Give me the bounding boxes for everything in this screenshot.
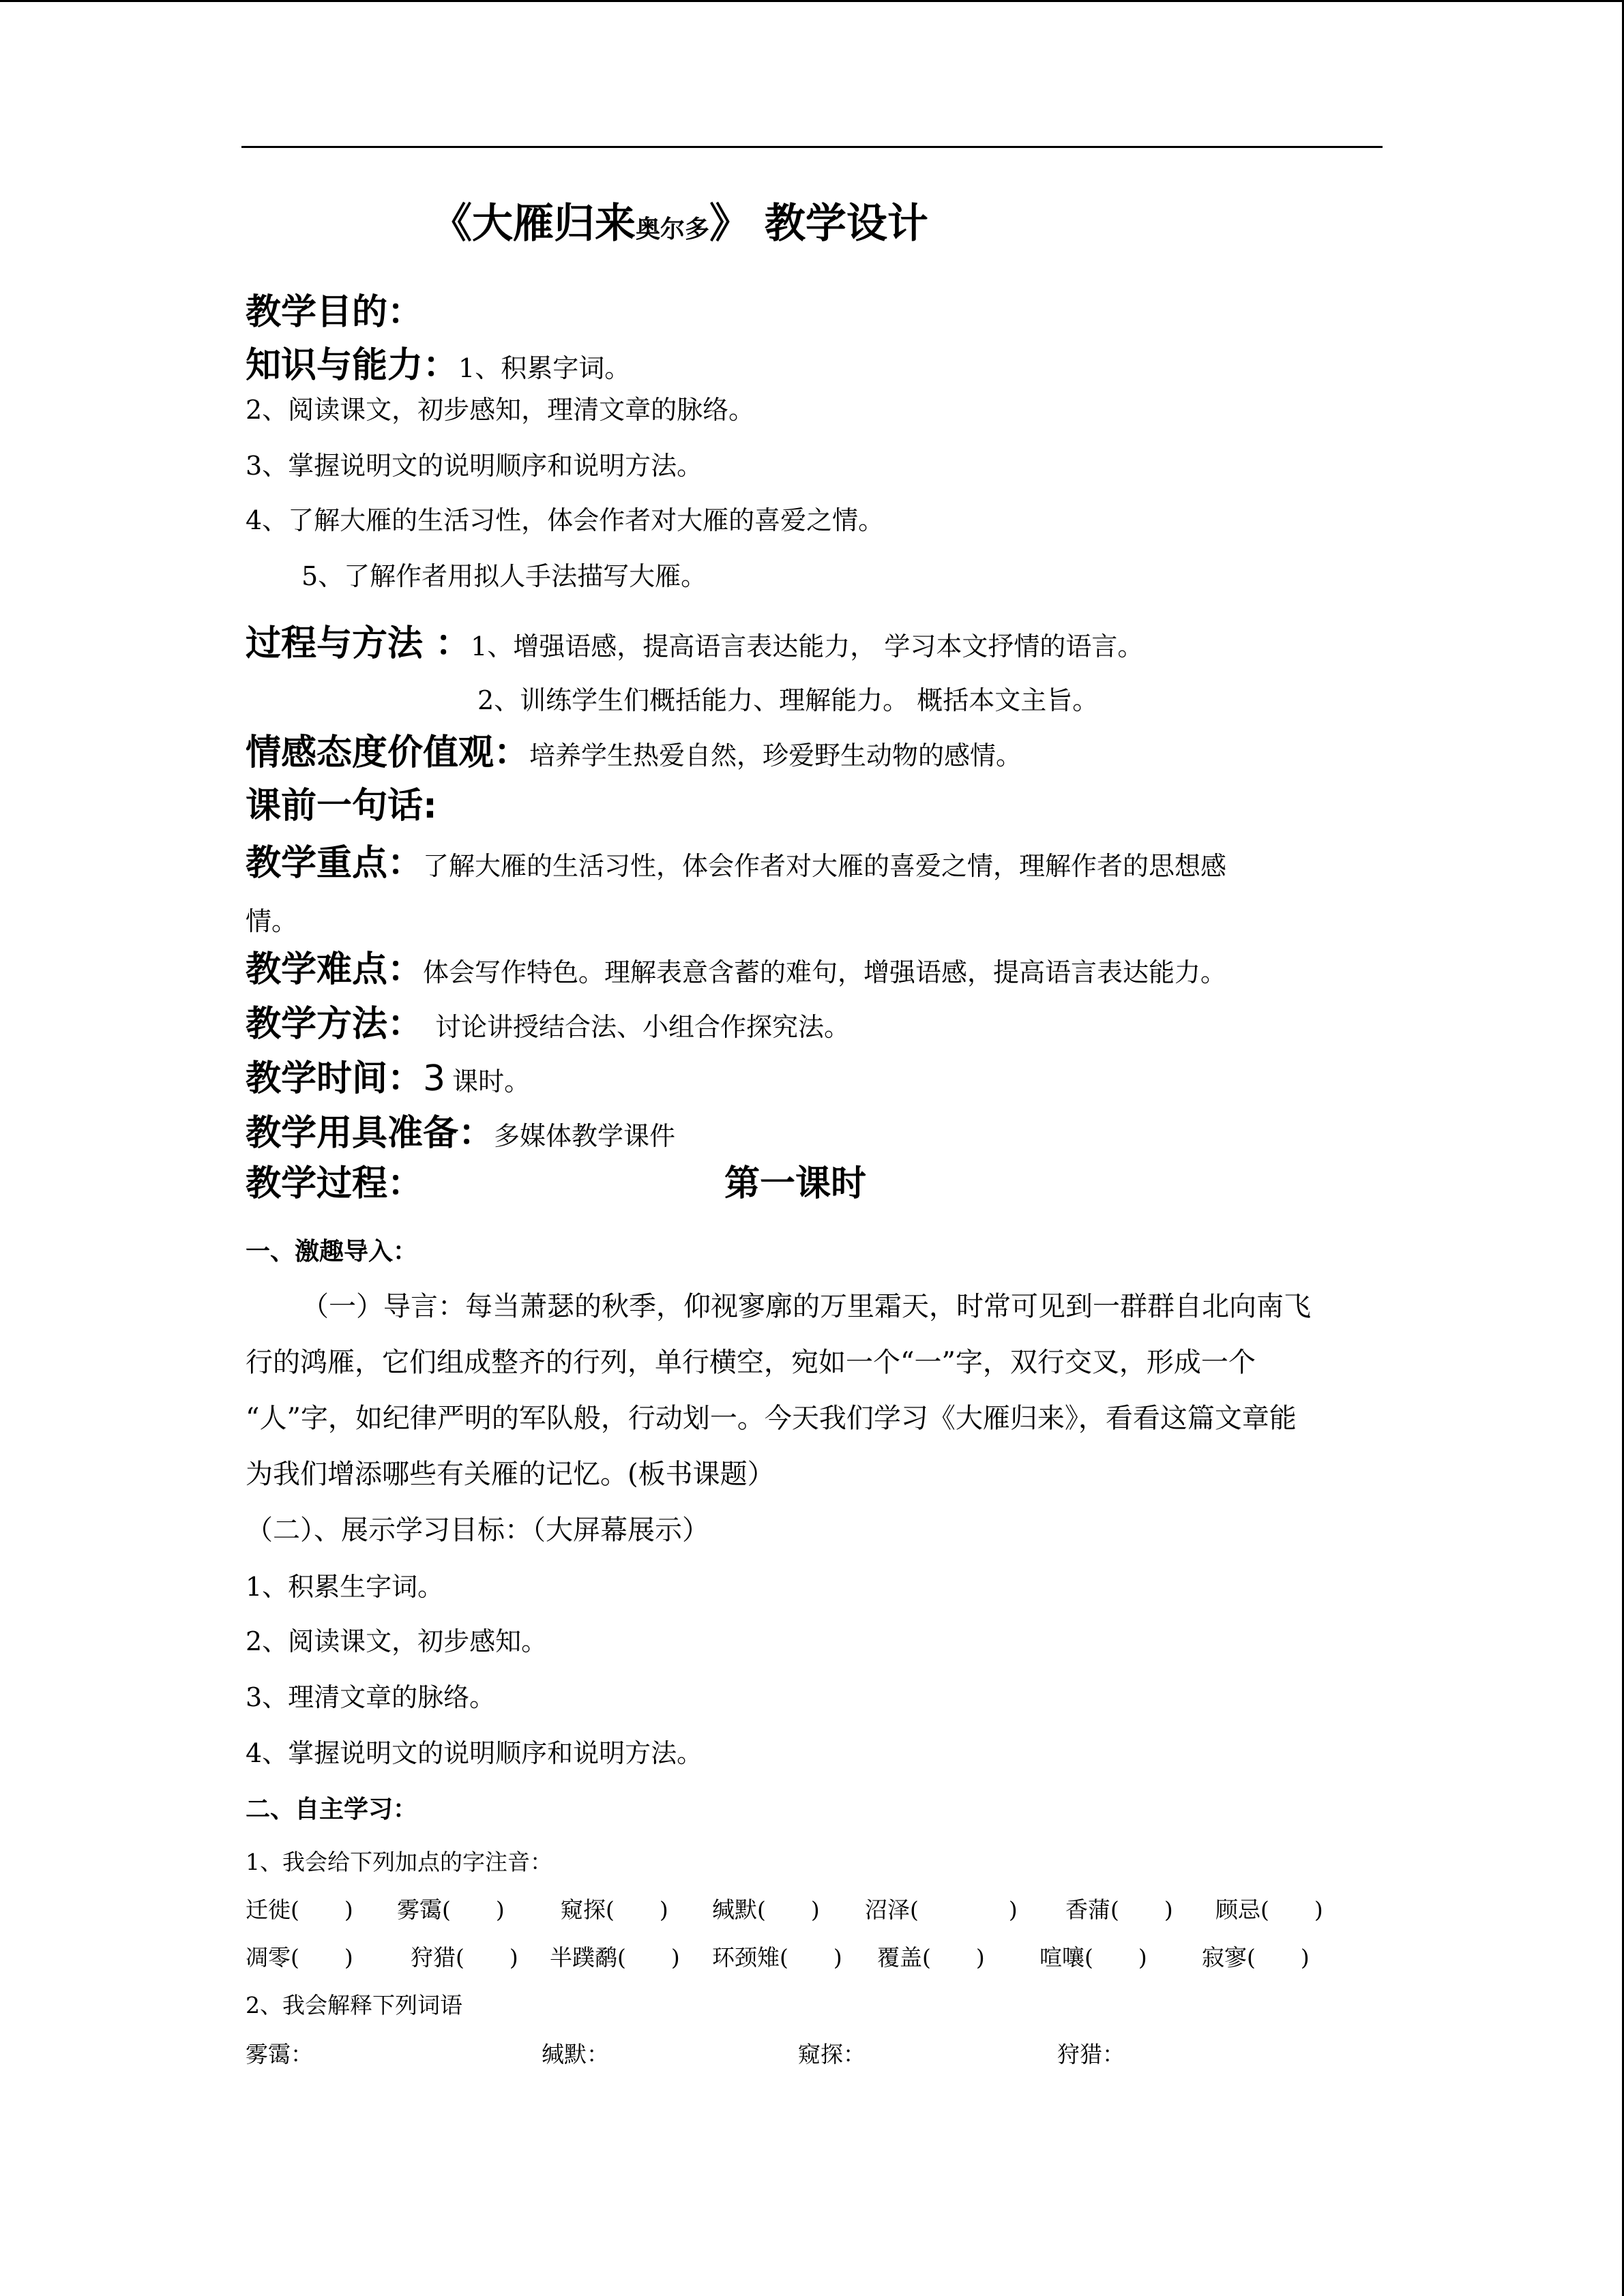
pinyin-row-1 bbox=[0, 1898, 1624, 1926]
task-2: 2、我会解释下列词语 bbox=[246, 1992, 462, 2018]
section1-heading: 一、激趣导入： bbox=[246, 1238, 418, 1266]
pre-class-sentence: 课前一句话: bbox=[246, 786, 437, 826]
pinyin-item: 覆盖( ) bbox=[877, 1944, 985, 1971]
emotion-label: 情感态度价值观： bbox=[246, 732, 530, 773]
knowledge-line bbox=[246, 345, 631, 386]
knowledge-item-1: 1、积累字词。 bbox=[458, 353, 631, 383]
difficulties-line bbox=[246, 949, 1227, 990]
header-rule bbox=[241, 146, 1383, 148]
tools-label: 教学用具准备： bbox=[246, 1113, 494, 1154]
key-points-label: 教学重点： bbox=[246, 843, 424, 884]
knowledge-item-4: 4、了解大雁的生活习性，体会作者对大雁的喜爱之情。 bbox=[246, 505, 885, 535]
goals-heading: （二）、展示学习目标：（大屏幕展示） bbox=[246, 1515, 709, 1546]
pinyin-item: 雾霭( ) bbox=[397, 1896, 505, 1923]
define-item: 狩猎： bbox=[1057, 2041, 1125, 2068]
title-end: 》 教学设计 bbox=[709, 200, 928, 248]
key-points-line bbox=[246, 843, 1227, 884]
knowledge-item-2: 2、阅读课文，初步感知，理清文章的脉络。 bbox=[246, 395, 755, 425]
define-item: 缄默： bbox=[542, 2041, 609, 2068]
time-value: 3 bbox=[423, 1058, 446, 1099]
method-text: 讨论讲授结合法、小组合作探究法。 bbox=[435, 1012, 851, 1042]
pinyin-item: 狩猎( ) bbox=[411, 1944, 518, 1971]
section1-para-line-4: 为我们增添哪些有关雁的记忆。(板书课题） bbox=[246, 1459, 775, 1490]
define-row bbox=[0, 2043, 1624, 2070]
period-title: 第一课时 bbox=[724, 1163, 867, 1204]
define-item: 雾霭： bbox=[246, 2041, 313, 2068]
task-1: 1、我会给下列加点的字注音： bbox=[246, 1849, 552, 1875]
procedure-label: 教学过程： bbox=[246, 1163, 424, 1204]
pinyin-item: 迁徙( ) bbox=[246, 1896, 353, 1923]
page-border-top bbox=[0, 0, 1624, 2]
process-item-2: 2、训练学生们概括能力、理解能力。 概括本文主旨。 bbox=[477, 685, 1099, 715]
key-points-text-cont: 情。 bbox=[246, 906, 298, 936]
objectives-heading: 教学目的： bbox=[246, 292, 424, 333]
process-line bbox=[246, 623, 1144, 664]
section1-para-line-1: （一）导言：每当萧瑟的秋季，仰视寥廓的万里霜天，时常可见到一群群自北向南飞 bbox=[301, 1291, 1311, 1322]
pinyin-item: 窥探( ) bbox=[561, 1896, 668, 1923]
goal-3: 3、理清文章的脉络。 bbox=[246, 1682, 496, 1712]
process-item-1: 1、增强语感，提高语言表达能力， 学习本文抒情的语言。 bbox=[471, 631, 1144, 661]
section2-heading: 二、自主学习： bbox=[246, 1795, 418, 1823]
knowledge-item-3: 3、掌握说明文的说明顺序和说明方法。 bbox=[246, 451, 703, 481]
pinyin-item: 沼泽( ) bbox=[865, 1896, 1018, 1923]
section1-para-line-2: 行的鸿雁，它们组成整齐的行列，单行横空，宛如一个“一”字，双行交叉，形成一个 bbox=[246, 1347, 1256, 1378]
pinyin-row-2 bbox=[0, 1946, 1624, 1973]
pinyin-item: 半蹼鹬( ) bbox=[550, 1944, 680, 1971]
tools-line bbox=[246, 1113, 676, 1154]
difficulties-text: 体会写作特色。理解表意含蓄的难句，增强语感，提高语言表达能力。 bbox=[423, 957, 1227, 987]
goal-1: 1、积累生字词。 bbox=[246, 1572, 444, 1602]
goal-2: 2、阅读课文，初步感知。 bbox=[246, 1626, 548, 1656]
method-line bbox=[246, 1004, 851, 1045]
pinyin-item: 顾忌( ) bbox=[1215, 1896, 1323, 1923]
tools-text: 多媒体教学课件 bbox=[494, 1121, 676, 1151]
pinyin-item: 缄默( ) bbox=[712, 1896, 820, 1923]
title-author: 奥尔多 bbox=[636, 215, 710, 243]
time-unit: 课时。 bbox=[452, 1067, 531, 1097]
pinyin-item: 香蒲( ) bbox=[1065, 1896, 1173, 1923]
process-label: 过程与方法 ： bbox=[246, 623, 471, 664]
title-main: 《大雁归来 bbox=[431, 200, 636, 248]
knowledge-item-5: 5、了解作者用拟人手法描写大雁。 bbox=[301, 561, 707, 591]
document-title bbox=[431, 200, 928, 248]
section1-para-line-3: “人”字，如纪律严明的军队般，行动划一。今天我们学习《大雁归来》，看看这篇文章能 bbox=[246, 1403, 1297, 1434]
time-label: 教学时间： bbox=[246, 1058, 424, 1099]
pinyin-item: 喧嚷( ) bbox=[1039, 1944, 1147, 1971]
define-item: 窥探： bbox=[798, 2041, 866, 2068]
emotion-text: 培养学生热爱自然，珍爱野生动物的感情。 bbox=[529, 741, 1022, 771]
time-line bbox=[246, 1058, 531, 1099]
goal-4: 4、掌握说明文的说明顺序和说明方法。 bbox=[246, 1738, 703, 1768]
pinyin-item: 凋零( ) bbox=[246, 1944, 353, 1971]
pinyin-item: 环颈雉( ) bbox=[712, 1944, 842, 1971]
pinyin-item: 寂寥( ) bbox=[1202, 1944, 1310, 1971]
method-label: 教学方法： bbox=[246, 1004, 424, 1045]
difficulties-label: 教学难点： bbox=[246, 949, 424, 990]
emotion-line bbox=[246, 732, 1022, 773]
key-points-text: 了解大雁的生活习性，体会作者对大雁的喜爱之情，理解作者的思想感 bbox=[423, 851, 1227, 881]
knowledge-label: 知识与能力： bbox=[246, 345, 459, 386]
